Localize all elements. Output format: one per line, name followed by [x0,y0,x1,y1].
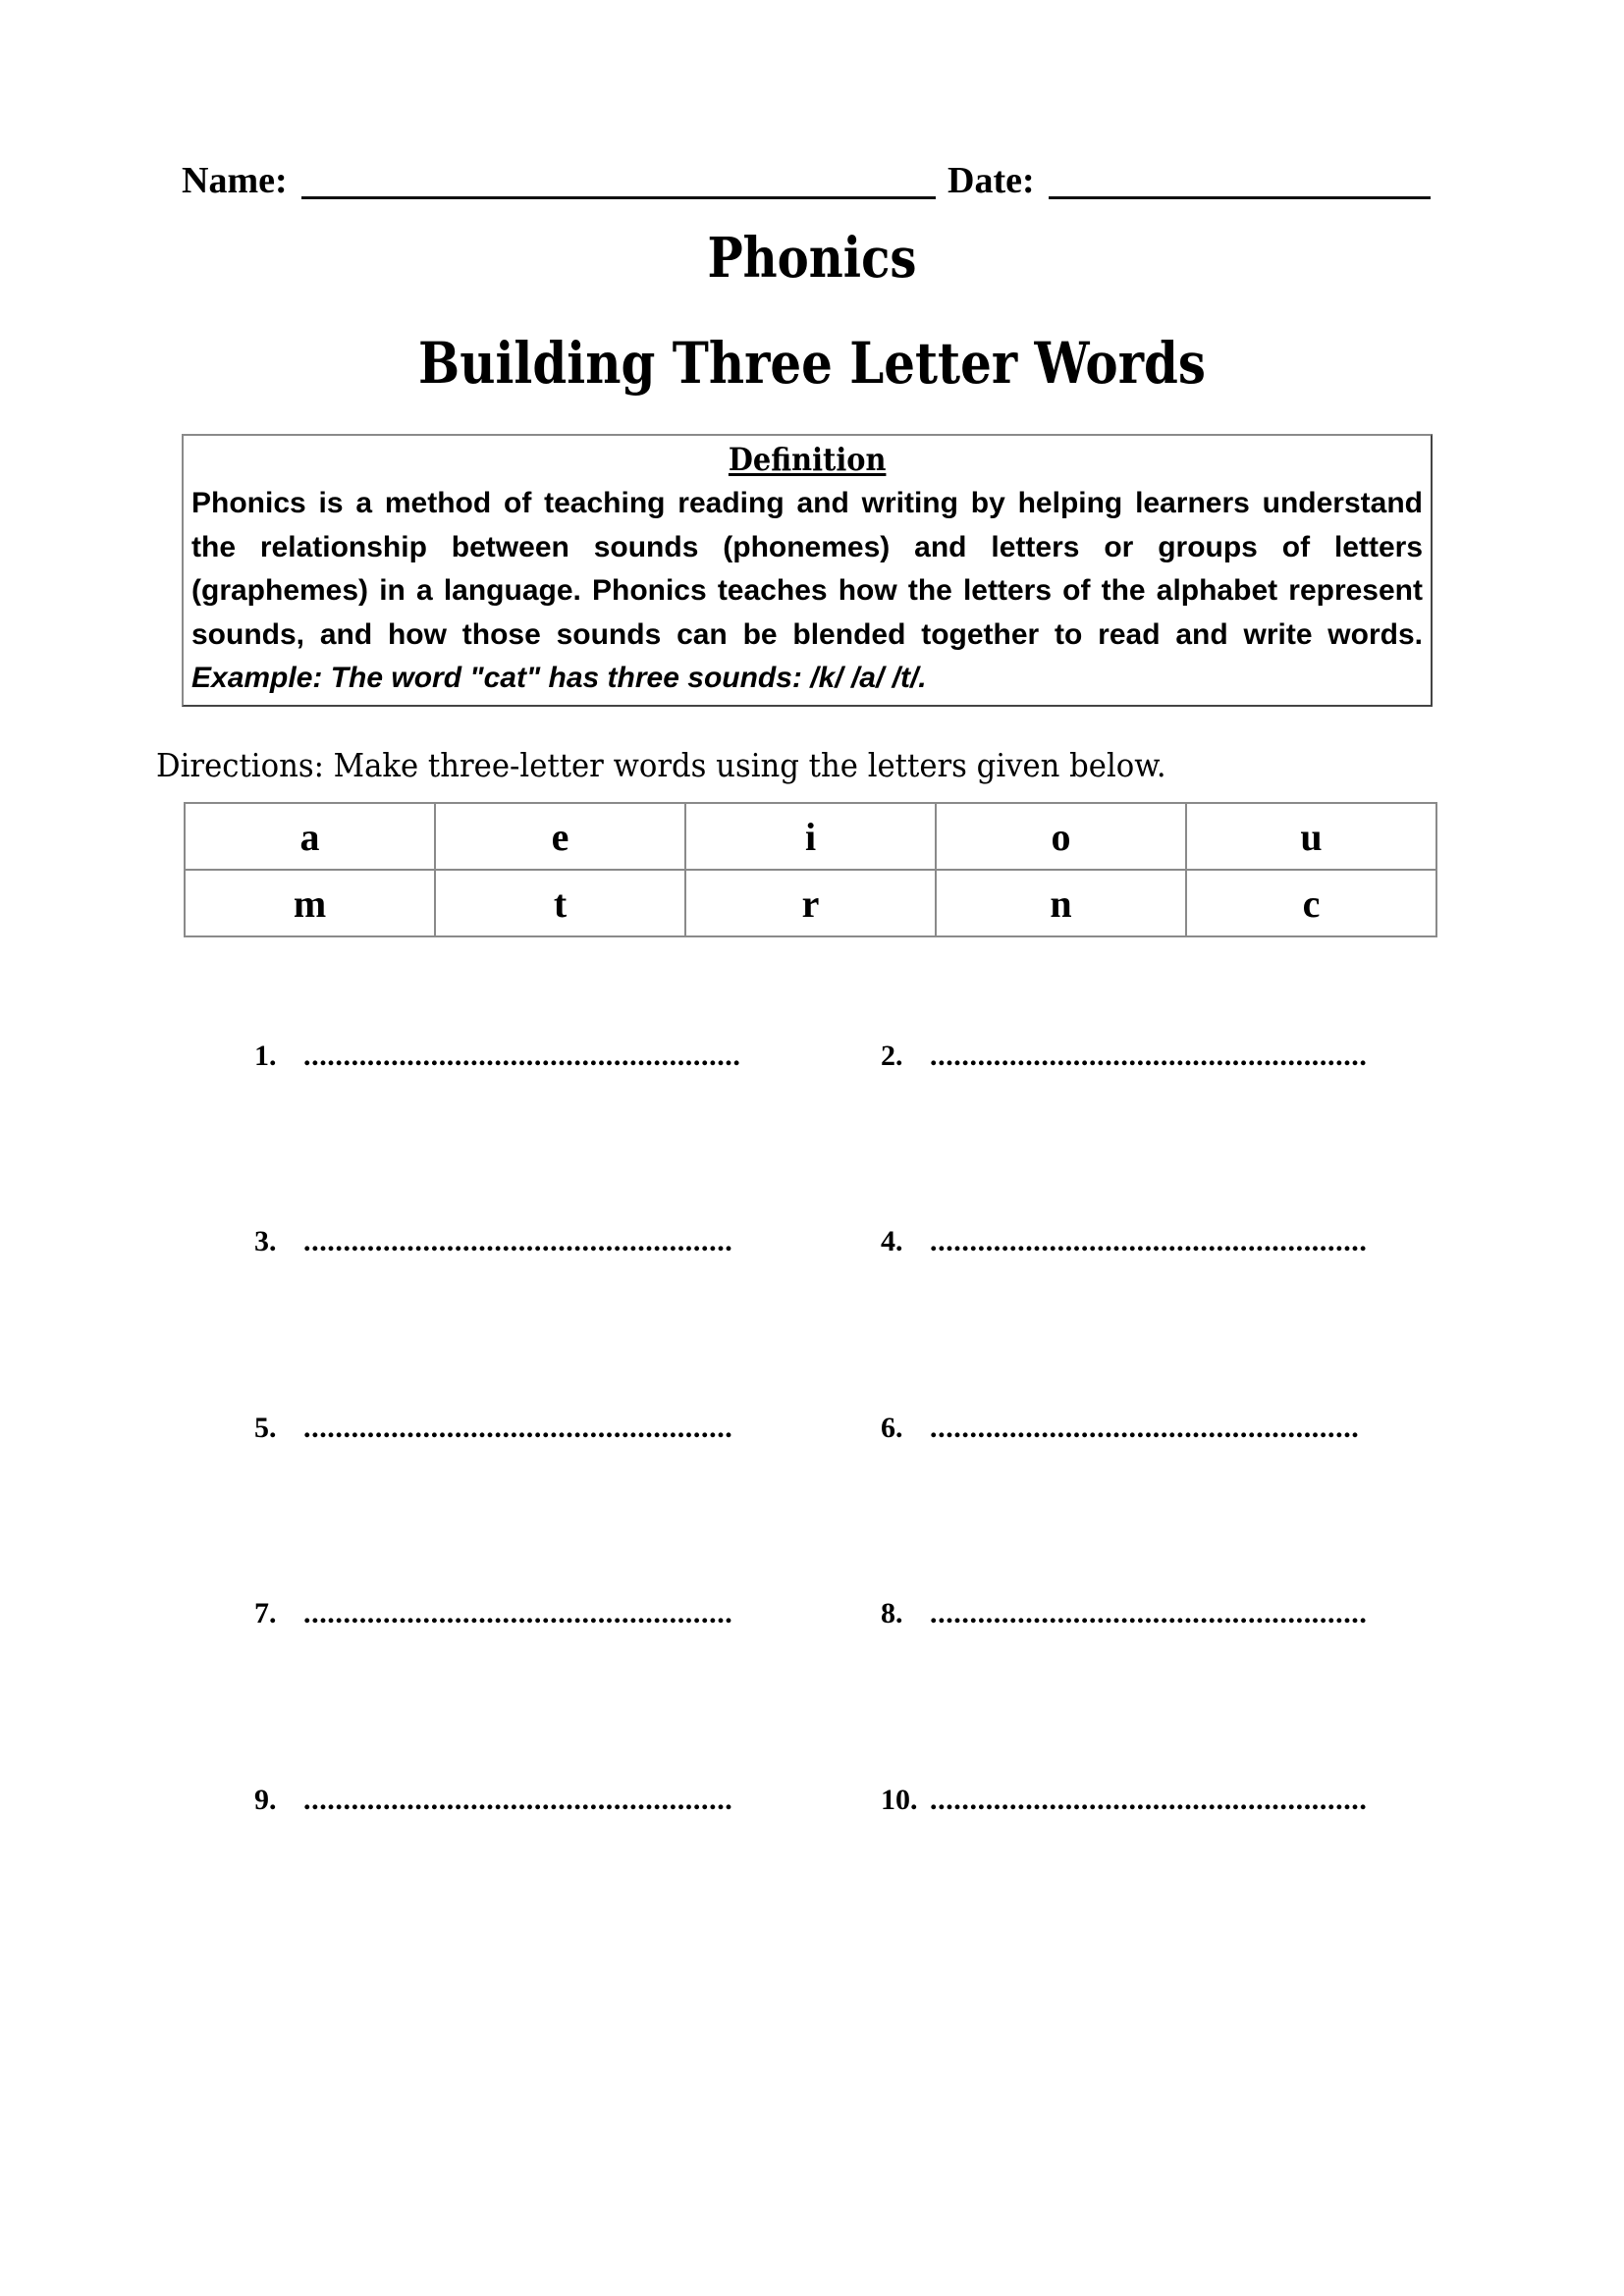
answer-line[interactable]: ...................................................... [303,1597,733,1629]
answer-number: 7. [254,1597,277,1629]
answer-line[interactable]: ....................................................... [930,1597,1368,1629]
definition-example: Example: The word "cat" has three sounds: /k/ /a/ /t/. [191,662,927,694]
definition-line: Phonics is a method of teaching reading and writing by helping learners understand [191,487,1423,519]
answer-line[interactable]: ....................................................... [930,1040,1368,1072]
definition-body [191,482,1423,701]
letter-cell: r [685,870,936,936]
letter-row-vowels [185,803,1436,870]
answer-line[interactable]: ...................................................... [303,1225,733,1257]
answer-number: 1. [254,1040,277,1072]
name-label: Name: [182,160,288,201]
letter-cell: e [435,803,685,870]
answer-line[interactable]: ....................................................... [930,1784,1368,1816]
letter-grid [184,802,1437,937]
definition-heading-text: Definition [728,441,887,478]
answer-number: 9. [254,1784,277,1816]
letter-cell: o [936,803,1186,870]
page-title: Phonics [707,226,917,291]
letter-cell: i [685,803,936,870]
answer-line[interactable]: ....................................................... [303,1040,741,1072]
definition-line: the relationship between sounds (phonemes) and letters or groups of letters [191,530,1423,563]
definition-line: sounds, and how those sounds can be blended together to read and write words. [191,617,1423,651]
answer-number: 3. [254,1225,277,1257]
name-date-row [182,157,1431,204]
answer-line[interactable]: ....................................................... [930,1225,1368,1257]
letter-cell: a [185,803,435,870]
letter-cell: n [936,870,1186,936]
letter-row-consonants [185,870,1436,936]
answer-line[interactable]: ...................................................... [303,1784,733,1816]
name-field[interactable] [301,196,936,199]
answer-number: 4. [881,1225,903,1257]
answer-number: 5. [254,1412,277,1444]
answer-number: 2. [881,1040,903,1072]
directions-text: Directions: Make three-letter words using the letters given below. [156,746,1166,784]
date-field[interactable] [1049,196,1431,199]
answer-line[interactable]: ...................................................... [930,1412,1360,1444]
letter-cell: c [1186,870,1436,936]
letter-cell: u [1186,803,1436,870]
page-subtitle: Building Three Letter Words [418,330,1206,397]
answer-number: 6. [881,1412,903,1444]
letter-cell: t [435,870,685,936]
letter-cell: m [185,870,435,936]
answer-line[interactable]: ...................................................... [303,1412,733,1444]
definition-box [182,434,1433,707]
date-label: Date: [947,160,1035,201]
answer-number: 10. [881,1784,918,1816]
definition-heading [184,440,1431,479]
definition-line: (graphemes) in a language. Phonics teaches how the letters of the alphabet represent [191,574,1423,607]
answer-number: 8. [881,1597,903,1629]
